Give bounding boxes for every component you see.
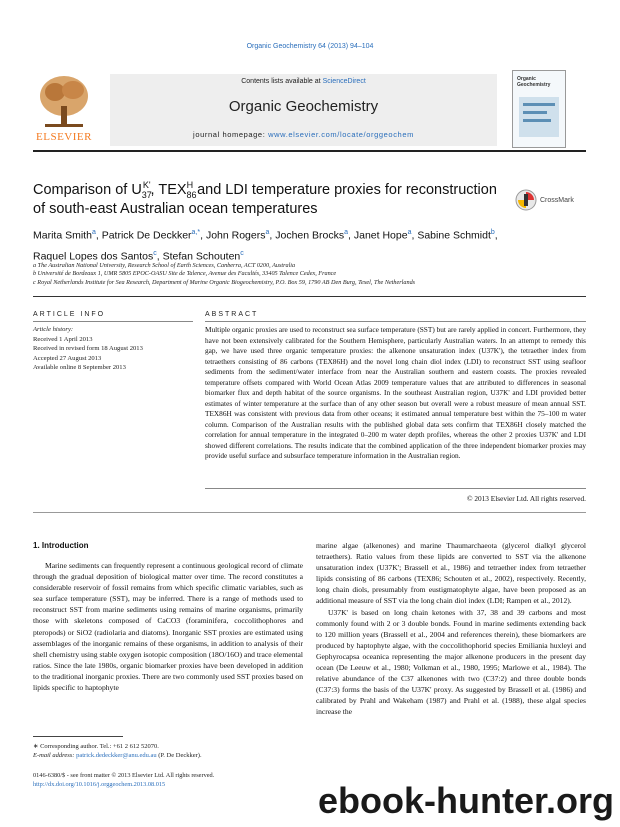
journal-citation[interactable]: Organic Geochemistry 64 (2013) 94–104	[246, 43, 374, 50]
author[interactable]: Jochen Brocks	[275, 229, 345, 242]
author[interactable]: Patrick De Deckker	[101, 229, 192, 242]
intro-column-right: marine algae (alkenones) and marine Thaumarchaeota (glycerol dialkyl glycerol tetraethers). Ratio values from these lipids are converted to SST via the alkenone unsaturation index (U37K'; Brassell et al., 1986) and tetraether index from tetraether lipids consisting of 86 carbons (TEX86; Schouten et al., 2002), respectively. Recently, long chain diols, presumably from eustigmatophyte algae, have been proposed as an additional measure of SST via the long chain diol index (LDI; Rampen et al., 2012). U37K' is based on long chain ketones with 37, 38 and 39 carbons and most commonly found with 2 or 3 double bonds. Found in marine sediments extending back to 120 million years (Brassell et al., 2004 and references therein), these biomarkers are produced by haptophyte algae, with the coccolithophorid species Emiliania huxleyi and Gephyrocapsa oceanica representing the major alkenone producers in the present day ocean (De Leeuw et al., 1980; Volkman et al., 1980, 1995; Marlowe et al., 1984). The relative abundance of the C37 alkenones with two (C37:2) and three double bonds (C37:3) forms the basis of the U37K' proxy. As suggested by Brassell et al. (1986) and calibrated by Prahl and Wakeham (1987) and Prahl et al. (1988), these algal species increase the	[316, 541, 586, 717]
footnote: ∗ Corresponding author. Tel.: +61 2 612 52070. E-mail address: patrick.dedeckker@anu.edu.au (P. De Deckker).	[33, 743, 202, 759]
abstract-bottom-rule	[205, 488, 586, 489]
header-rule	[33, 150, 586, 152]
journal-homepage: journal homepage: www.elsevier.com/locate/orggeochem	[193, 130, 414, 139]
article-history: Article history: Received 1 April 2013 Received in revised form 18 August 2013 Accepted 27 August 2013 Available online 8 September 2013	[33, 326, 143, 372]
affiliation: b Université de Bordeaux 1, UMR 5805 EPOC-OASU Site de Talence, Avenue des Facultés, 33405 Talence Cedex, France	[33, 270, 337, 277]
affiliation: c Royal Netherlands Institute for Sea Research, Department of Marine Organic Biogeochemistry, P.O. Box 59, 1790 AB Den Burg, Texel, The Netherlands	[33, 279, 416, 286]
doi-link[interactable]: http://dx.doi.org/10.1016/j.orggeochem.2013.08.015	[33, 781, 166, 788]
author[interactable]: Sabine Schmidt	[417, 229, 491, 242]
sciencedirect-link[interactable]: ScienceDirect	[322, 78, 366, 85]
article-title: Comparison of $U_{37}^{K'}$, $TEX_{86}^H$ and LDI temperature proxies for reconstruction of south-east Australian ocean temperatures	[33, 180, 497, 217]
author[interactable]: Janet Hope	[353, 229, 408, 242]
cover-graphic	[519, 97, 559, 137]
author[interactable]: Raquel Lopes dos Santos	[33, 250, 154, 262]
affiliation: a The Australian National University, Research School of Earth Sciences, Canberra, ACT 0200, Australia	[33, 262, 296, 269]
abstract-label: ABSTRACT	[205, 311, 259, 318]
intro-column-left: Marine sediments can frequently represent a continuous geological record of climate through the gradual deposition of biological matter over time. The record constitutes a considerable reservoir of fossil remains from which specific climatic variables, such as sea surface temperature (SST), may be inferred. There is a range of methods used to reconstruct SST from marine sediments using remains of marine organisms, primarily those with skeletons composed of CaCO3 (foraminifera, coccolithophores and pteropods) or SiO2 (radiolaria and diatoms). Inorganic SST proxies are estimated using assemblages of the inorganic remains of these organisms, in addition to analysis of their shell chemistry using stable oxygen isotopic composition (18O/16O) and trace elemental ratios. Since the late 1980s, organic biomarker proxies have been developed in addition to the traditional inorganic proxies. There are two commonly used SST proxies based on lipids specific to haptophyte	[33, 561, 303, 693]
section-heading: 1. Introduction	[33, 541, 89, 550]
abstract-text: Multiple organic proxies are used to reconstruct sea surface temperature (SST) but are rarely applied in concert. Furthermore, they have not been extensively calibrated for the Southern Hemisphere, particularly Australian waters. In an attempt to remedy this gap, we have used three organic temperature proxies: the alkenone unsaturation index (U37K'), the tetraether index from tetraethers consisting of 86 carbons (TEX86H) and the novel long chain diol index (LDI) to reconstruct SST using seafloor sediments from the sediment/water interface from near the Australian southern and eastern coasts. The proxies revealed temperature offsets compared with World Ocean Atlas 2009 temperature values that are attributed to differences in seasonal biomarker flux and depth habitat of the source organisms. In the southeast Australian region, U37K' and LDI provided better estimates of winter temperature at the surface than of any other season but overall were a robust measure of mean annual SST. TEX86H was consistent with previous data from other oceans; it estimated annual temperature best within the 75–100 m water column. Comparison of the Australian results with the published global data sets confirm that TEX86H closely matched the correlation for annual temperature in the integrated 0–200 m water depth profiles, whereas the other 2 proxies U37K' and LDI showed different correlations. The results indicate that the combined application of the three independent biomarker proxies may provide useful surface and subsurface temperature information in the Australian region.	[205, 325, 586, 460]
journal-cover-thumbnail[interactable]	[512, 70, 566, 148]
author[interactable]: John Rogers	[205, 229, 266, 242]
article-info-label: ARTICLE INFO	[33, 311, 106, 318]
front-matter-note: 0146-6380/$ - see front matter © 2013 Elsevier Ltd. All rights reserved. http://dx.doi.org/10.1016/j.orggeochem.2013.08.015	[33, 771, 303, 789]
contents-line: Contents lists available at ScienceDirect	[241, 78, 366, 85]
elsevier-wordmark: ELSEVIER	[36, 131, 92, 143]
journal-title: Organic Geochemistry	[228, 98, 379, 115]
cover-title: Organic Geochemistry	[517, 76, 551, 88]
watermark: ebook-hunter.org	[318, 780, 614, 821]
author-list: Marita Smith$^a$, Patrick De Deckker$^{a,*}$, John Rogers$^a$, Jochen Brocks$^a$, Janet Hope$^a$, Sabine Schmidt$^b$, Raquel Lopes dos Santos$^c$, Stefan Schouten$^c$	[33, 229, 498, 262]
crossmark-icon[interactable]	[515, 189, 537, 211]
affiliation-rule	[33, 296, 586, 297]
homepage-link[interactable]: www.elsevier.com/locate/orggeochem	[268, 130, 414, 139]
abstract-end-rule	[33, 512, 586, 513]
author[interactable]: Marita Smith	[33, 229, 92, 242]
copyright: © 2013 Elsevier Ltd. All rights reserved.	[466, 494, 586, 503]
info-rule	[33, 321, 193, 322]
author[interactable]: Stefan Schouten	[162, 250, 241, 262]
abstract-rule	[205, 321, 586, 322]
footnote-rule	[33, 736, 123, 737]
email-link[interactable]: patrick.dedeckker@anu.edu.au	[76, 752, 157, 759]
crossmark-label[interactable]: CrossMark	[540, 197, 574, 204]
